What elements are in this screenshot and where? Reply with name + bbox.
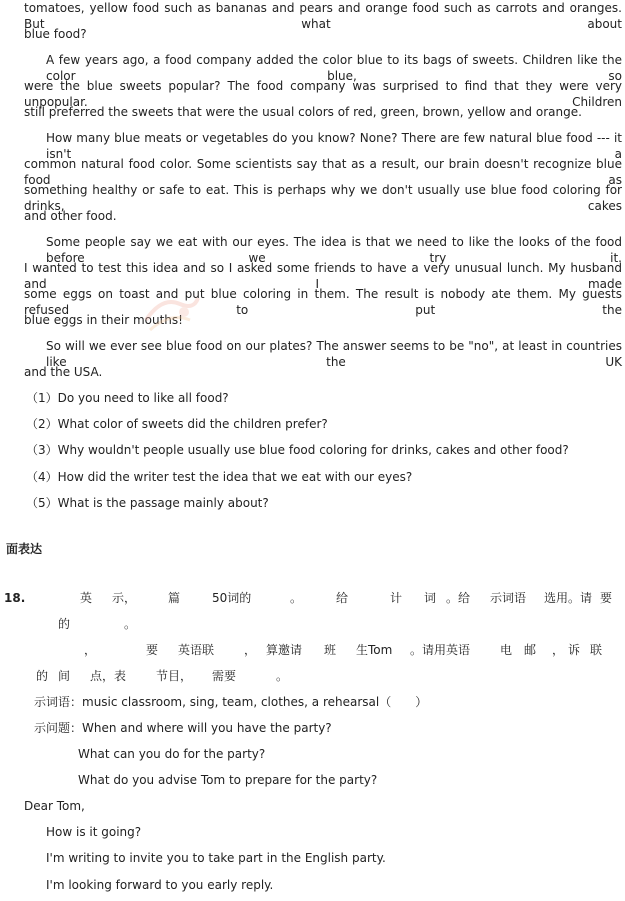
passage-line: A few years ago, a food company added the color blue to its bags of sweets. Children like the color blue, so	[46, 53, 622, 83]
prompt-fragment: 电	[500, 643, 513, 657]
passage-line: blue eggs in their mouths!	[24, 313, 183, 327]
prompt-fragment: 节目，	[156, 669, 193, 683]
prompt-fragment: 的	[36, 669, 49, 683]
prompt-fragment: 的	[58, 617, 71, 631]
prompt-fragment: 50词的	[212, 591, 252, 605]
prompt-fragment: 示词语	[490, 591, 527, 605]
prompt-fragment: 要	[600, 591, 613, 605]
hint-question: What can you do for the party?	[78, 747, 266, 761]
question-item: （1）Do you need to like all food?	[26, 391, 229, 405]
passage-line: were the blue sweets popular? The food company was surprised to find that they were very unpopular. Children	[24, 79, 622, 109]
passage-line: I wanted to test this idea and so I asked some friends to have a very unusual lunch. My husband and I made	[24, 261, 622, 291]
prompt-fragment: 词	[424, 591, 437, 605]
question-item: （2）What color of sweets did the children prefer?	[26, 417, 328, 431]
letter-line: I'm looking forward to you early reply.	[46, 878, 274, 892]
question-item: （3）Why wouldn't people usually use blue food coloring for drinks, cakes and other food?	[26, 443, 569, 457]
passage-line: How many blue meats or vegetables do you know? None? There are few natural blue food --- it isn't a	[46, 131, 622, 161]
passage-line: blue food?	[24, 27, 87, 41]
prompt-fragment: 邮	[524, 643, 537, 657]
prompt-fragment: 。	[276, 669, 289, 683]
letter-salutation: Dear Tom,	[24, 799, 85, 813]
question-item: （4）How did the writer test the idea that we eat with our eyes?	[26, 470, 413, 484]
letter-line: I'm writing to invite you to take part in the English party.	[46, 851, 386, 865]
prompt-fragment: 篇	[168, 591, 181, 605]
prompt-fragment: ，	[244, 643, 257, 657]
prompt-fragment: 。请用英语	[410, 643, 471, 657]
prompt-fragment: 诉	[568, 643, 581, 657]
passage-line: and the USA.	[24, 365, 103, 379]
hint-questions-label: 示问题：When and where will you have the party?	[34, 721, 332, 735]
prompt-fragment: 英	[80, 591, 93, 605]
prompt-fragment: 算邀请	[266, 643, 303, 657]
prompt-fragment: 点，表	[90, 669, 127, 683]
passage-line: tomatoes, yellow food such as bananas and pears and orange food such as carrots and oranges. But what about	[24, 1, 622, 31]
hint-words: 示词语：music classroom, sing, team, clothes, a rehearsal（ ）	[34, 695, 428, 709]
prompt-fragment: ，	[552, 643, 565, 657]
passage-line: Some people say we eat with our eyes. The idea is that we need to like the looks of the food before we try it.	[46, 235, 622, 265]
hint-question: What do you advise Tom to prepare for the party?	[78, 773, 378, 787]
prompt-fragment: 要	[146, 643, 159, 657]
prompt-fragment: 。	[124, 617, 137, 631]
prompt-fragment: 需要	[212, 669, 237, 683]
prompt-fragment: 。给	[446, 591, 471, 605]
prompt-fragment: 。	[290, 591, 303, 605]
prompt-fragment: 计	[390, 591, 403, 605]
prompt-fragment: 联	[590, 643, 603, 657]
prompt-fragment: 间	[58, 669, 71, 683]
prompt-fragment: 生Tom	[356, 643, 393, 657]
passage-line: still preferred the sweets that were the usual colors of red, green, brown, yellow and orange.	[24, 105, 582, 119]
prompt-fragment: ，	[84, 643, 97, 657]
prompt-fragment: 英语联	[178, 643, 215, 657]
prompt-fragment: 班	[324, 643, 337, 657]
passage-line: some eggs on toast and put blue coloring in them. The result is nobody ate them. My guests refused to put the	[24, 287, 622, 317]
passage-line: So will we ever see blue food on our plates? The answer seems to be "no", at least in countries like the UK	[46, 339, 622, 369]
question-item: （5）What is the passage mainly about?	[26, 496, 269, 510]
passage-line: common natural food color. Some scientists say that as a result, our brain doesn't recognize blue food as	[24, 157, 622, 187]
passage-line: something healthy or safe to eat. This is perhaps why we don't usually use blue food coloring for drinks, cakes	[24, 183, 622, 213]
question-number: 18.	[4, 591, 26, 605]
section-heading: 面表达	[6, 542, 43, 556]
prompt-fragment: 示，	[112, 591, 137, 605]
passage-line: and other food.	[24, 209, 117, 223]
letter-line: How is it going?	[46, 825, 142, 839]
prompt-fragment: 选用。请	[544, 591, 593, 605]
prompt-fragment: 给	[336, 591, 349, 605]
